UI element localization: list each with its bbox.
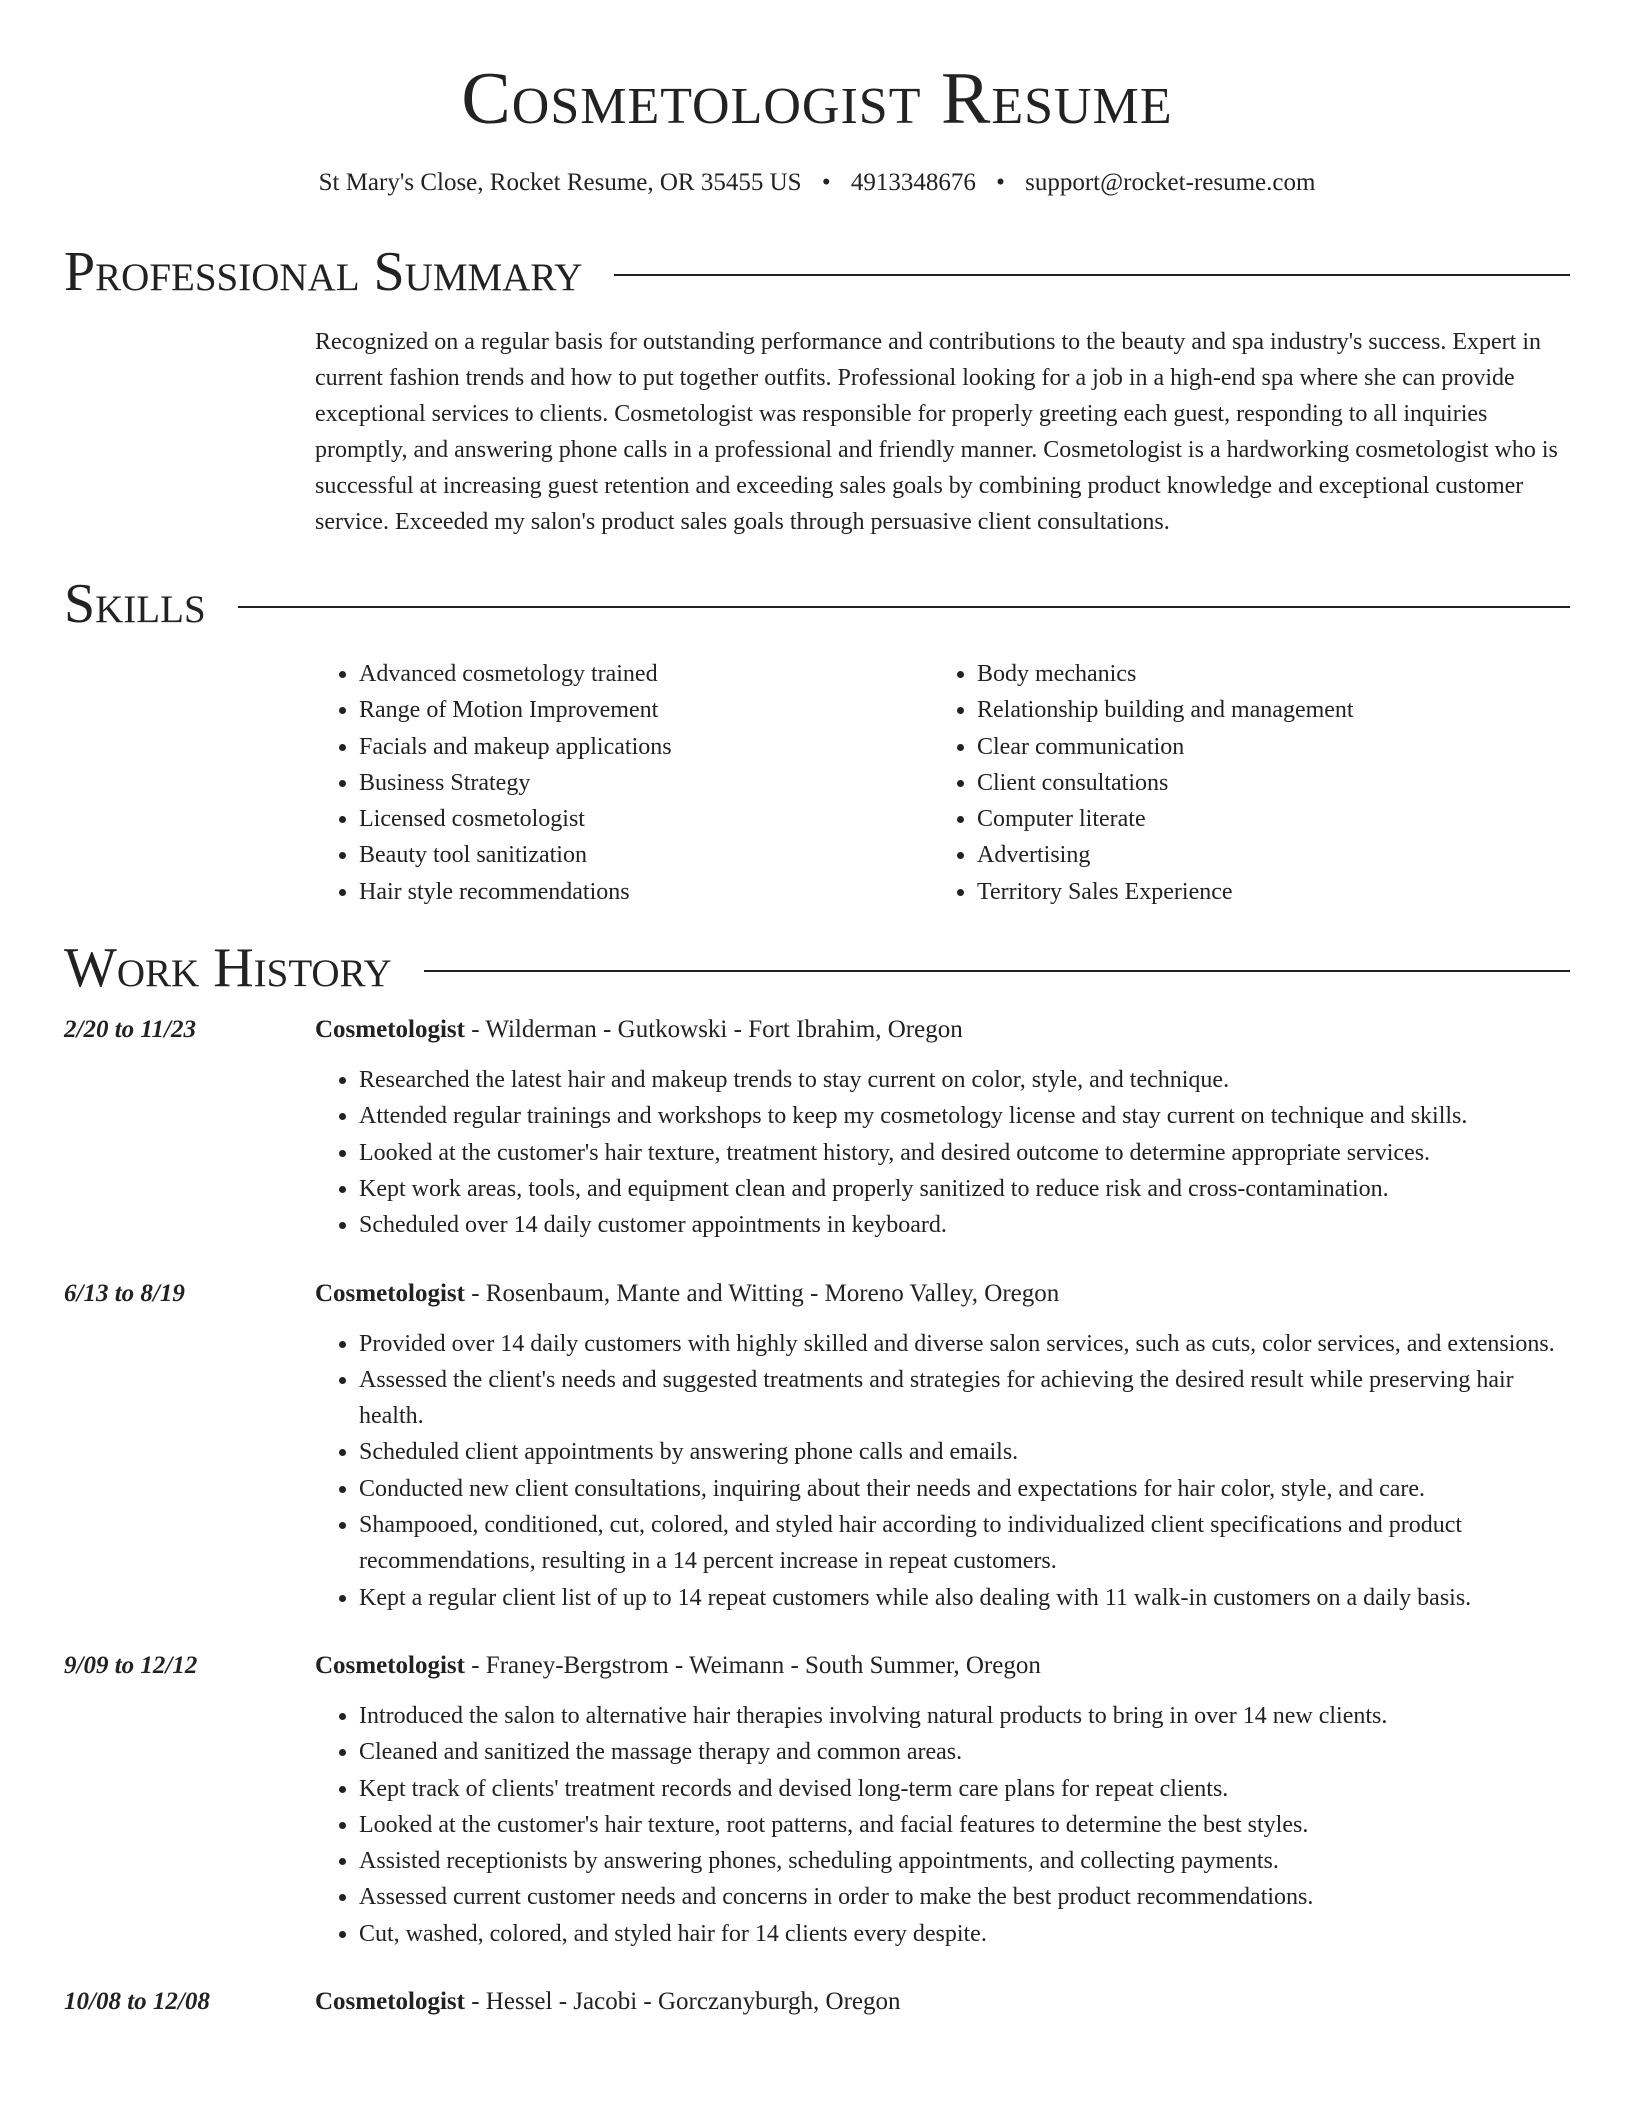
skill-item: • Business Strategy xyxy=(359,765,933,801)
job-bullets xyxy=(315,1062,1570,1243)
job-bullet: • Looked at the customer's hair texture, root patterns, and facial features to determine the best styles. xyxy=(359,1807,1570,1843)
job-bullets xyxy=(315,1326,1570,1616)
job-bullet: • Provided over 14 daily customers with highly skilled and diverse salon services, such as cuts, color services, and extensions. xyxy=(359,1326,1570,1362)
skill-item: • Computer literate xyxy=(977,801,1551,837)
job-bullet: • Scheduled client appointments by answering phone calls and emails. xyxy=(359,1434,1570,1470)
skill-item: • Client consultations xyxy=(977,765,1551,801)
contact-address: St Mary's Close, Rocket Resume, OR 35455 US xyxy=(318,169,802,196)
skills-column-left xyxy=(315,656,933,910)
skills-section-header xyxy=(64,573,1570,635)
skill-item: • Relationship building and management xyxy=(977,692,1551,728)
job-bullet: • Kept track of clients' treatment records and devised long-term care plans for repeat clients. xyxy=(359,1771,1570,1807)
job-entry xyxy=(64,1012,1570,1243)
job-bullet: • Shampooed, conditioned, cut, colored, and styled hair according to individualized client specifications and product recommendations, resulting in a 14 percent increase in repeat customers. xyxy=(359,1507,1570,1580)
job-bullet: • Introduced the salon to alternative hair therapies involving natural products to bring in over 14 new clients. xyxy=(359,1698,1570,1734)
contact-email: support@rocket-resume.com xyxy=(1025,169,1316,196)
skill-item: • Clear communication xyxy=(977,729,1551,765)
summary-section-header xyxy=(64,241,1570,303)
job-employer: - Hessel - Jacobi - Gorczanyburgh, Oregon xyxy=(464,1988,901,2016)
job-role: Cosmetologist xyxy=(315,1988,465,2016)
job-dates: 2/20 to 11/23 xyxy=(64,1016,196,1044)
skill-item: • Range of Motion Improvement xyxy=(359,692,933,728)
job-details xyxy=(315,1648,1570,1952)
job-heading xyxy=(315,1984,1570,2020)
job-entry xyxy=(64,1984,1570,2020)
job-bullet: • Looked at the customer's hair texture, treatment history, and desired outcome to determine appropriate services. xyxy=(359,1135,1570,1171)
work-section-title: Work History xyxy=(64,937,392,1000)
job-employer: - Franey-Bergstrom - Weimann - South Summer, Oregon xyxy=(464,1651,1041,1679)
skills-column-right xyxy=(933,656,1551,910)
resume-title: Cosmetologist Resume xyxy=(461,58,1173,140)
section-divider xyxy=(424,970,1570,972)
summary-text: Recognized on a regular basis for outstanding performance and contributions to the beauty and spa industry's success. Expert in current fashion trends and how to put together outfits. Professional looking for a job in a high-end spa where she can provide exceptional services to clients. Cosmetologist was responsible for properly greeting each guest, responding to all inquiries promptly, and answering phone calls in a professional and friendly manner. Cosmetologist is a hardworking cosmetologist who is successful at increasing guest retention and exceeding sales goals by combining product knowledge and exceptional customer service. Exceeded my salon's product sales goals through persuasive client consultations. xyxy=(315,329,1558,535)
job-bullet: • Researched the latest hair and makeup trends to stay current on color, style, and technique. xyxy=(359,1062,1570,1098)
section-divider xyxy=(614,274,1570,276)
job-bullet: • Conducted new client consultations, inquiring about their needs and expectations for hair color, style, and care. xyxy=(359,1471,1570,1507)
skill-item: • Territory Sales Experience xyxy=(977,874,1551,910)
job-entry xyxy=(64,1276,1570,1616)
work-section-header xyxy=(64,937,1570,1000)
job-role: Cosmetologist xyxy=(315,1651,465,1679)
skills-section-title: Skills xyxy=(64,573,206,635)
job-heading xyxy=(315,1276,1570,1312)
skill-item: • Licensed cosmetologist xyxy=(359,801,933,837)
skills-list xyxy=(315,656,1570,910)
contact-line xyxy=(64,168,1570,198)
resume-page xyxy=(64,0,1570,2020)
job-bullet: • Assessed current customer needs and concerns in order to make the best product recommendations. xyxy=(359,1879,1570,1915)
job-bullet: • Assessed the client's needs and suggested treatments and strategies for achieving the desired result while preserving hair health. xyxy=(359,1362,1570,1435)
job-heading xyxy=(315,1648,1570,1684)
job-entry xyxy=(64,1648,1570,1952)
contact-separator: • xyxy=(821,169,831,196)
skill-item: • Advanced cosmetology trained xyxy=(359,656,933,692)
job-bullet: • Scheduled over 14 daily customer appointments in keyboard. xyxy=(359,1207,1570,1243)
job-role: Cosmetologist xyxy=(315,1016,465,1044)
job-details xyxy=(315,1276,1570,1616)
job-dates: 9/09 to 12/12 xyxy=(64,1651,198,1679)
skill-item: • Body mechanics xyxy=(977,656,1551,692)
skill-item: • Advertising xyxy=(977,837,1551,873)
contact-separator: • xyxy=(996,169,1005,196)
section-divider xyxy=(238,606,1570,608)
contact-phone: 4913348676 xyxy=(850,169,976,196)
job-bullet: • Kept work areas, tools, and equipment clean and properly sanitized to reduce risk and cross-contamination. xyxy=(359,1171,1570,1207)
job-bullets xyxy=(315,1698,1570,1952)
skill-item: • Hair style recommendations xyxy=(359,874,933,910)
summary-section-title: Professional Summary xyxy=(64,241,583,303)
job-details xyxy=(315,1012,1570,1243)
skill-item: • Beauty tool sanitization xyxy=(359,837,933,873)
job-bullet: • Attended regular trainings and workshops to keep my cosmetology license and stay current on technique and skills. xyxy=(359,1098,1570,1134)
job-bullet: • Assisted receptionists by answering phones, scheduling appointments, and collecting payments. xyxy=(359,1843,1570,1879)
job-role: Cosmetologist xyxy=(315,1279,465,1307)
job-details xyxy=(315,1984,1570,2020)
job-heading xyxy=(315,1012,1570,1048)
job-dates: 10/08 to 12/08 xyxy=(64,1988,210,2016)
job-employer: - Wilderman - Gutkowski - Fort Ibrahim, Oregon xyxy=(464,1016,963,1044)
job-dates: 6/13 to 8/19 xyxy=(64,1279,185,1307)
job-bullet: • Kept a regular client list of up to 14 repeat customers while also dealing with 11 walk-in customers on a daily basis. xyxy=(359,1580,1570,1616)
job-bullet: • Cut, washed, colored, and styled hair for 14 clients every despite. xyxy=(359,1916,1570,1952)
job-employer: - Rosenbaum, Mante and Witting - Moreno Valley, Oregon xyxy=(464,1279,1060,1307)
job-bullet: • Cleaned and sanitized the massage therapy and common areas. xyxy=(359,1734,1570,1770)
skill-item: • Facials and makeup applications xyxy=(359,729,933,765)
